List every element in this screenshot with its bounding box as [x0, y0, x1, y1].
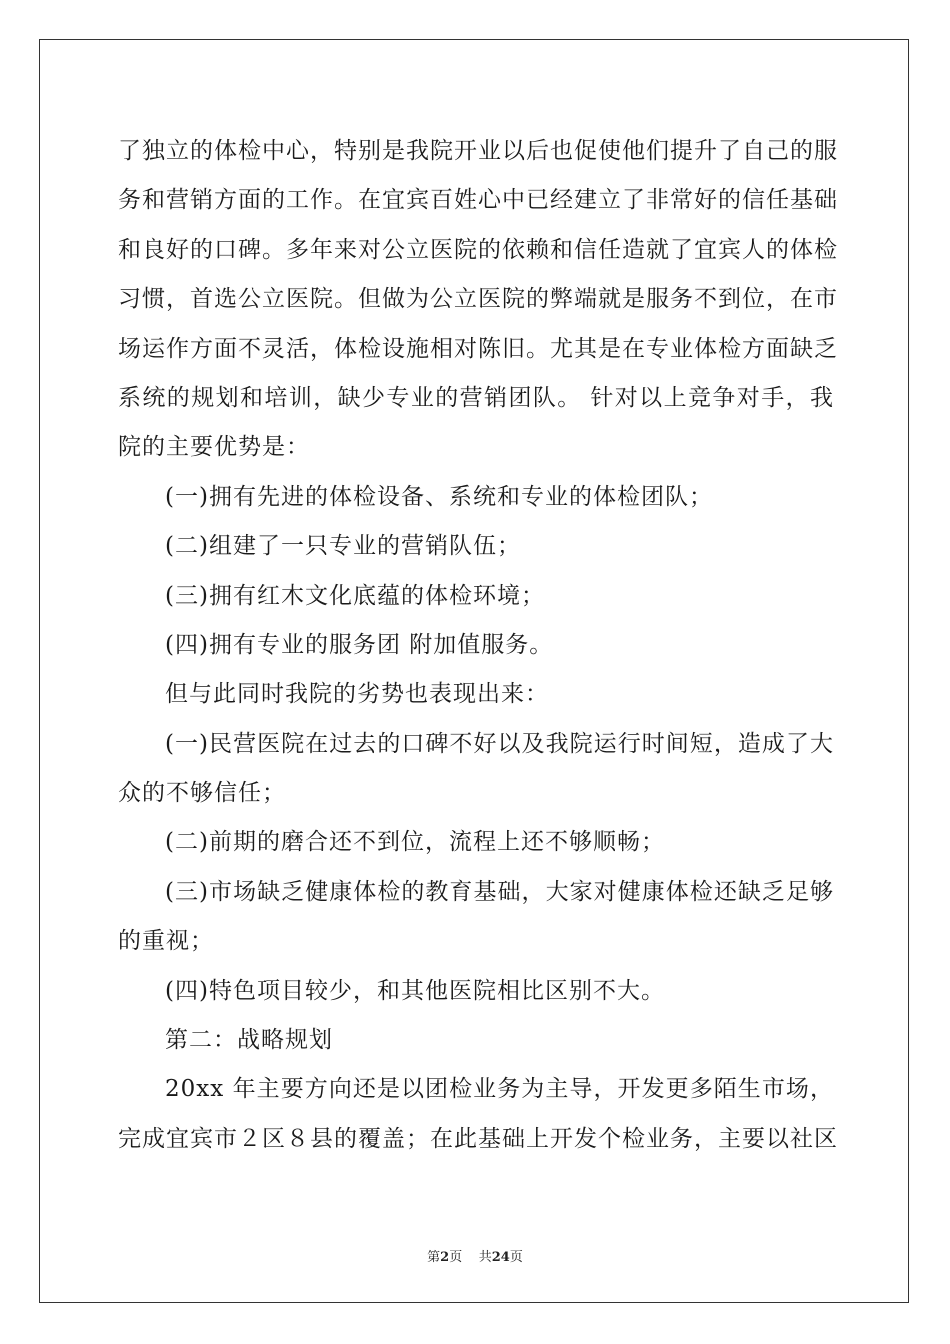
paragraph-line: 系统的规划和培训，缺少专业的营销团队。 针对以上竞争对手，我 — [118, 384, 834, 411]
list-item: (四)拥有专业的服务团 附加值服务。 — [165, 631, 554, 658]
list-item: (二)前期的磨合还不到位，流程上还不够顺畅； — [165, 829, 665, 856]
list-item: (四)特色项目较少，和其他医院相比区别不大。 — [165, 977, 665, 1004]
paragraph-line: 20xx 年主要方向还是以团检业务为主导，开发更多陌生市场， — [165, 1076, 834, 1103]
list-item: (三)拥有红木文化底蕴的体检环境； — [165, 582, 545, 609]
list-item-continuation: 的重视； — [118, 928, 214, 955]
list-item-continuation: 众的不够信任； — [118, 780, 286, 807]
paragraph-line: 习惯，首选公立医院。但做为公立医院的弊端就是服务不到位，在市 — [118, 286, 838, 313]
total-pages: 24 — [491, 1250, 510, 1265]
paragraph-line: 完成宜宾市２区８县的覆盖；在此基础上开发个检业务，主要以社区 — [118, 1125, 838, 1152]
document-body — [118, 127, 838, 1164]
list-item: (一)民营医院在过去的口碑不好以及我院运行时间短，造成了大 — [165, 730, 834, 757]
section-heading: 第二：战略规划 — [165, 1027, 333, 1054]
paragraph-line: 但与此同时我院的劣势也表现出来： — [165, 681, 549, 708]
list-item: (三)市场缺乏健康体检的教育基础，大家对健康体检还缺乏足够 — [165, 878, 834, 905]
total-unit: 页 — [509, 1250, 523, 1265]
paragraph-line: 院的主要优势是： — [118, 434, 310, 461]
list-item: (一)拥有先进的体检设备、系统和专业的体检团队； — [165, 483, 713, 510]
page-footer — [0, 1246, 950, 1265]
paragraph-line: 务和营销方面的工作。在宜宾百姓心中已经建立了非常好的信任基础 — [118, 187, 838, 214]
total-prefix: 共 — [478, 1250, 492, 1265]
paragraph-line: 了独立的体检中心，特别是我院开业以后也促使他们提升了自己的服 — [118, 138, 838, 164]
page-unit: 页 — [449, 1250, 463, 1265]
list-item: (二)组建了一只专业的营销队伍； — [165, 533, 521, 560]
page-number: 2 — [440, 1250, 450, 1265]
paragraph-line: 场运作方面不灵活，体检设施相对陈旧。尤其是在专业体检方面缺乏 — [118, 335, 838, 362]
page-prefix: 第 — [427, 1250, 441, 1265]
paragraph-line: 和良好的口碑。多年来对公立医院的依赖和信任造就了宜宾人的体检 — [118, 236, 838, 263]
